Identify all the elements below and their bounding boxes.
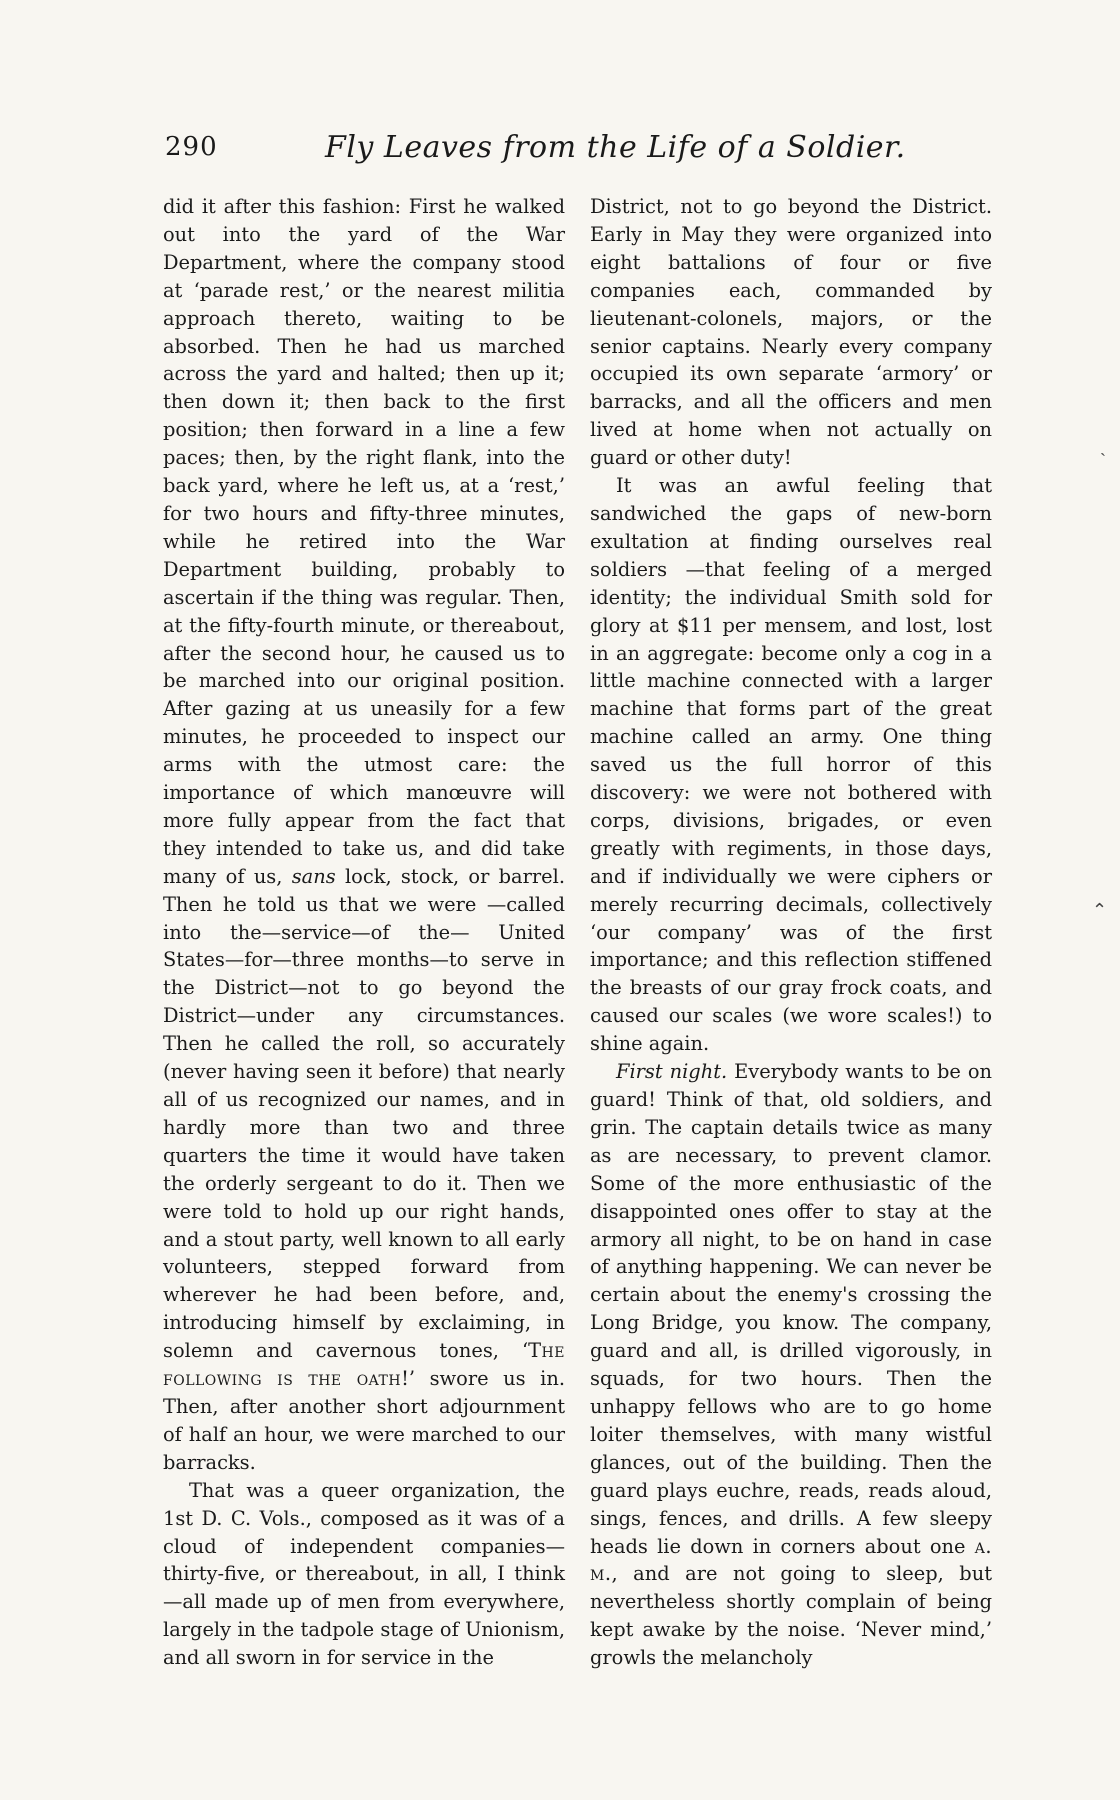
text-run: !’ swore us in. Then, after another short adjournment of half an hour, we were marched to our barracks.	[163, 1367, 565, 1474]
left-column	[163, 193, 565, 1672]
margin-mark: ˎ	[1100, 436, 1106, 457]
italic-text: sans	[291, 864, 336, 888]
italic-heading: First night.	[616, 1060, 728, 1084]
text-run: , and are not going to sleep, but nevertheless shortly complain of being kept awake by the noise. ‘Never mind,’ growls the melancholy	[590, 1562, 992, 1670]
small-caps-text: The following is the oath	[163, 1339, 565, 1391]
text-run: lock, stock, or barrel. Then he told us that we were —called into the—service—of the— United States—for—three months—to serve in the District—not to go beyond the District—under any circumstances. Then he called the roll, so accurately (never having seen it before) that nearly all of us recognized our names, and in hardly more than two and three quarters the time it would have taken the orderly sergeant to do it. Then we were told to hold up our right hands, and a stout party, well known to all early volunteers, stepped forward from wherever he had been before, and, introducing himself by exclaiming, in solemn and cavernous tones, ‘	[163, 864, 565, 1363]
page-number: 290	[165, 132, 218, 162]
paragraph: District, not to go beyond the District. Early in May they were organized into eight battalions of four or five companies each, commanded by lieutenant-colonels, majors, or the senior captains. Nearly every company occupied its own separate ‘armory’ or barracks, and all the officers and men lived at home when not actually on guard or other duty!	[590, 195, 992, 470]
small-caps-text: a. m.	[590, 1534, 992, 1586]
text-run: did it after this fashion: First he walked out into the yard of the War Department, where the company stood at ‘parade rest,’ or the nearest militia approach thereto, waiting to be absorbed. Then he had us marched across the yard and halted; then up it; then down it; then back to the first position; then forward in a line a few paces; then, by the right flank, into the back yard, where he left us, at a ‘rest,’ for two hours and fifty-three minutes, while he retired into the War Department building, probably to ascertain if the thing was regular. Then, at the fifty-fourth minute, or thereabout, after the second hour, he caused us to be marched into our original position. After gazing at us uneasily for a few minutes, he proceeded to inspect our arms with the utmost care: the importance of which manœuvre will more fully appear from the fact that they intended to take us, and did take many of us,	[163, 195, 565, 888]
paragraph: That was a queer organization, the 1st D. C. Vols., composed as it was of a cloud of independent companies— thirty-five, or thereabout, in all, I think —all made up of men from everywhere, largely in the tadpole stage of Unionism, and all sworn in for service in the	[163, 1478, 565, 1670]
paragraph	[163, 193, 565, 1477]
right-column	[590, 193, 992, 1672]
margin-mark: ⌃	[1092, 900, 1108, 921]
running-title: Fly Leaves from the Life of a Soldier.	[325, 130, 906, 165]
text-run: Everybody wants to be on guard! Think of that, old soldiers, and grin. The captain details twice as many as are necessary, to prevent clamor. Some of the more enthusiastic of the disappointed ones offer to stay at the armory all night, to be on hand in case of anything happening. We can never be certain about the enemy's crossing the Long Bridge, you know. The company, guard and all, is drilled vigorously, in squads, for two hours. Then the unhappy fellows who are to go home loiter themselves, with many wistful glances, out of the building. Then the guard plays euchre, reads, reads aloud, sings, fences, and drills. A few sleepy heads lie down in corners about one	[590, 1060, 992, 1558]
paragraph: It was an awful feeling that sandwiched the gaps of new-born exultation at finding ourselves real soldiers —that feeling of a merged identity; the individual Smith sold for glory at $11 per mensem, and lost, lost in an aggregate: become only a cog in a little machine connected with a larger machine that forms part of the great machine called an army. One thing saved us the full horror of this discovery: we were not bothered with corps, divisions, brigades, or even greatly with regiments, in those days, and if individually we were ciphers or merely recurring decimals, collectively ‘our company’ was of the first importance; and this reflection stiffened the breasts of our gray frock coats, and caused our scales (we wore scales!) to shine again.	[590, 474, 992, 1056]
page-header	[165, 132, 965, 176]
paragraph	[590, 1058, 992, 1672]
